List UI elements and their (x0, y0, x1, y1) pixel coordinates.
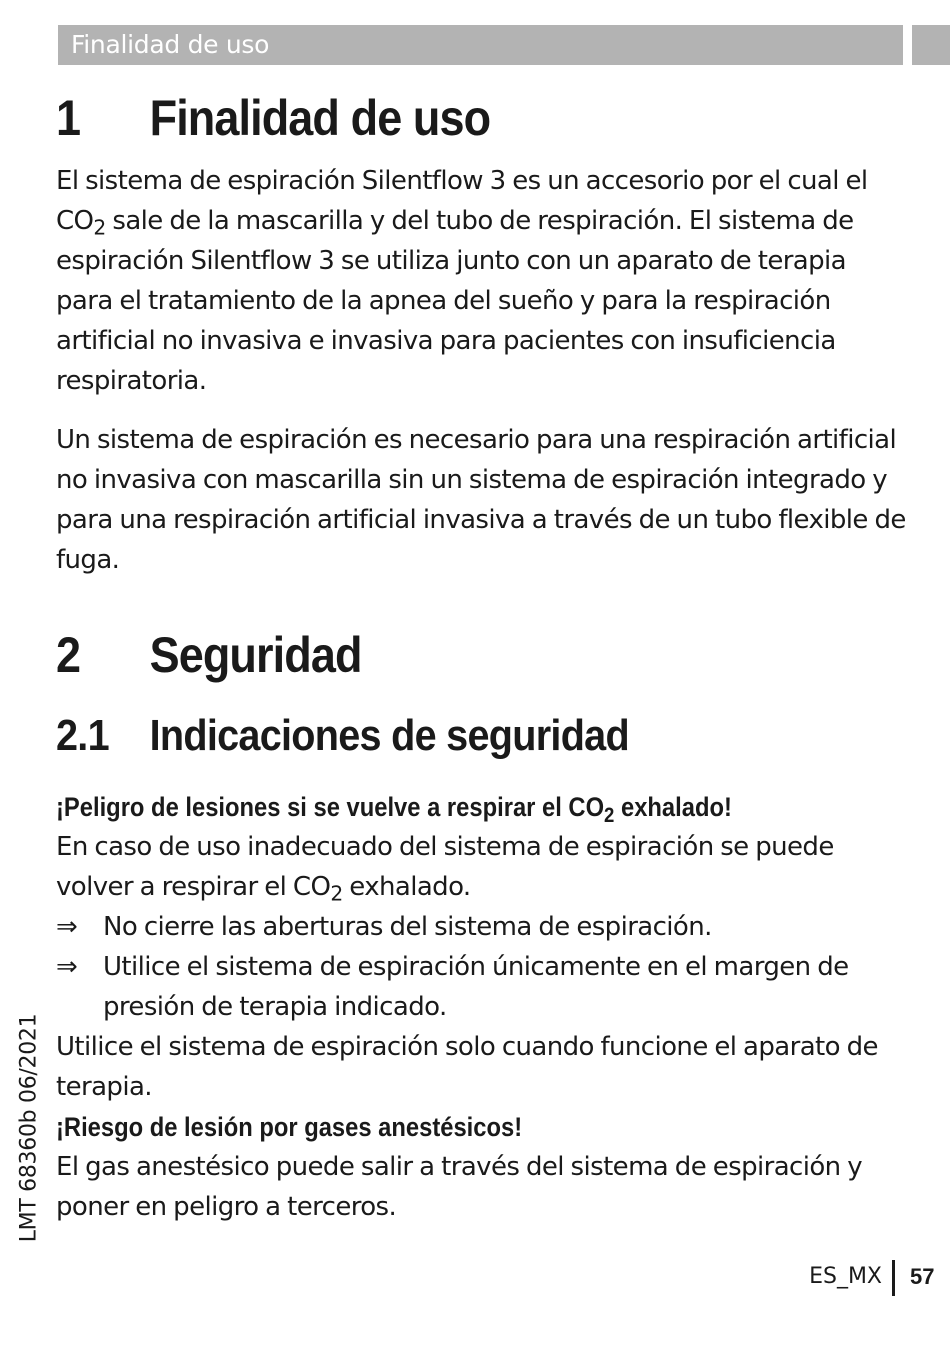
p1-text-before: El sistema de espiración Silentflow 3 es un accesorio por el cual el CO (56, 166, 868, 236)
warning-2-title: ¡Riesgo de lesión por gases anestésicos! (56, 1112, 523, 1142)
subsection-2-1-heading (56, 709, 629, 763)
warning-1-title-before: ¡Peligro de lesiones si se vuelve a respirar el CO (56, 792, 605, 822)
warning-1-bullet-1-text: No cierre las aberturas del sistema de espiración. (103, 912, 712, 942)
warning-1-bullet-2 (56, 947, 906, 1027)
footer-language: ES_MX (809, 1264, 882, 1289)
section-1-paragraph-2: Un sistema de espiración es necesario para una respiración artificial no invasiva con mascarilla sin un sistema de espiración integrado y para una respiración artificial invasiva a través de un tubo flexible de fuga. (56, 425, 906, 575)
warning-1-note: Utilice el sistema de espiración solo cuando funcione el aparato de terapia. (56, 1032, 878, 1102)
warning-1-title-subscript: 2 (604, 803, 615, 827)
subsection-2-1-number: 2.1 (56, 711, 109, 760)
subsection-2-1-title: Indicaciones de seguridad (149, 711, 629, 760)
warning-1-text-before: En caso de uso inadecuado del sistema de espiración se puede volver a respirar el CO (56, 832, 834, 902)
p1-text-after: sale de la mascarilla y del tubo de respiración. El sistema de espiración Silentflow 3 se utiliza junto con un aparato de terapia para el tratamiento de la apnea del sueño y para la respiración artificial no invasiva e invasiva para pacientes con insuficiencia respiratoria. (56, 206, 854, 396)
section-1-paragraph-1 (56, 161, 906, 401)
warning-1-bullet-1 (56, 907, 906, 947)
section-2-title: Seguridad (149, 627, 362, 683)
footer-separator (892, 1260, 895, 1296)
document-code: LMT 68360b 06/2021 (16, 1013, 42, 1243)
footer-page-number: 57 (910, 1264, 935, 1289)
section-2-heading (56, 625, 362, 685)
warning-1-text-subscript: 2 (330, 881, 343, 906)
arrow-right-icon: ⇒ (56, 912, 78, 942)
warning-1-title-after: exhalado! (614, 792, 732, 822)
section-2-number: 2 (56, 627, 81, 683)
warning-1-bullet-2-text: Utilice el sistema de espiración únicamente en el margen de presión de terapia indicado. (103, 952, 849, 1022)
warning-1-text (56, 827, 906, 907)
header-tab-marker (912, 25, 950, 65)
section-1-heading (56, 88, 490, 148)
warning-2-text: El gas anestésico puede salir a través del sistema de espiración y poner en peligro a terceros. (56, 1152, 863, 1222)
running-header (58, 25, 903, 65)
warning-1-title (56, 787, 732, 827)
arrow-right-icon: ⇒ (56, 952, 78, 982)
section-1-number: 1 (56, 90, 81, 146)
warning-1-text-after: exhalado. (342, 872, 471, 902)
section-1-title: Finalidad de uso (149, 90, 491, 146)
running-header-title: Finalidad de uso (71, 30, 270, 59)
p1-subscript: 2 (93, 215, 106, 240)
